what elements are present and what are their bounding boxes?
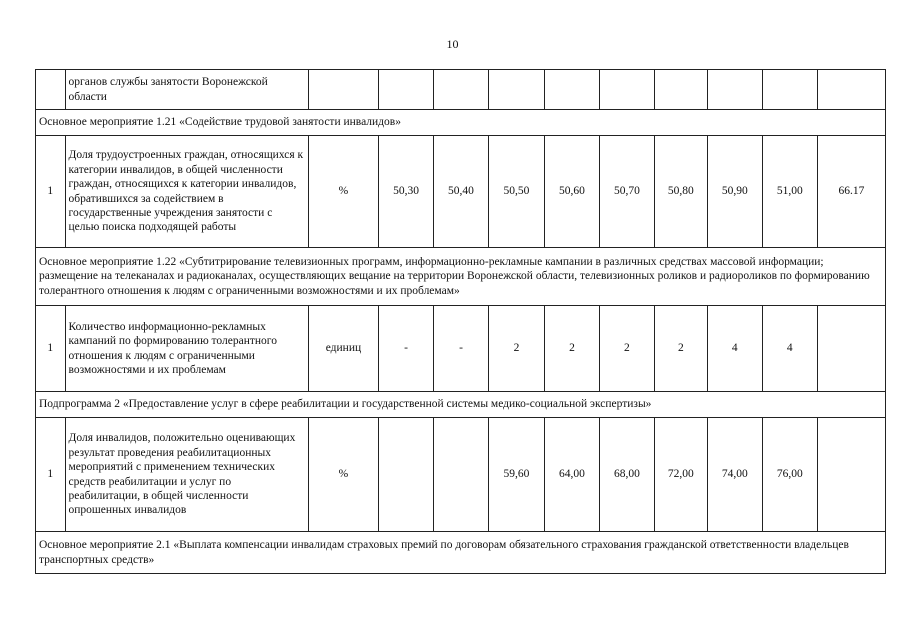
unit-cell: % — [308, 418, 378, 532]
value-cell — [817, 418, 885, 532]
section-title: Подпрограмма 2 «Предоставление услуг в сфере реабилитации и государственной системы медико-социальной экспертизы» — [36, 392, 886, 418]
value-cell — [654, 70, 707, 110]
section-row — [36, 248, 886, 306]
value-cell — [434, 418, 489, 532]
value-cell: 76,00 — [762, 418, 817, 532]
value-cell: 66.17 — [817, 136, 885, 248]
row-number — [36, 70, 66, 110]
value-cell: 64,00 — [544, 418, 599, 532]
value-cell — [762, 70, 817, 110]
value-cell: 2 — [488, 306, 544, 392]
value-cell: 68,00 — [599, 418, 654, 532]
row-number: 1 — [36, 136, 66, 248]
value-cell — [599, 70, 654, 110]
value-cell: 50,90 — [707, 136, 762, 248]
page-number: 10 — [446, 37, 459, 51]
value-cell: 59,60 — [488, 418, 544, 532]
value-cell: 50,60 — [544, 136, 599, 248]
indicators-table — [35, 69, 886, 574]
section-row — [36, 392, 886, 418]
value-cell: - — [379, 306, 434, 392]
section-row — [36, 110, 886, 136]
value-cell: 2 — [654, 306, 707, 392]
section-title: Основное мероприятие 1.22 «Субтитрирование телевизионных программ, информационно-рекламные кампании в различных средствах массовой информации; размещение на телеканалах и радиоканалах, осуществляющих вещание на территории Воронежской области, телевизионных роликов и радиороликов по формированию толерантного отношения к людям с ограниченными возможностями и их проблемам» — [36, 248, 886, 306]
value-cell: 50,30 — [379, 136, 434, 248]
value-cell: 72,00 — [654, 418, 707, 532]
indicator-name: Количество информационно-рекламных кампаний по формированию толерантного отношения к людям с ограниченными возможностями и их проблемам — [65, 306, 308, 392]
unit-cell: единиц — [308, 306, 378, 392]
table-row — [36, 136, 886, 248]
value-cell — [379, 418, 434, 532]
value-cell: - — [434, 306, 489, 392]
value-cell: 50,40 — [434, 136, 489, 248]
value-cell — [817, 70, 885, 110]
section-title: Основное мероприятие 1.21 «Содействие трудовой занятости инвалидов» — [36, 110, 886, 136]
value-cell: 50,80 — [654, 136, 707, 248]
table-row — [36, 306, 886, 392]
value-cell: 50,50 — [488, 136, 544, 248]
unit-cell — [308, 70, 378, 110]
indicator-name: Доля трудоустроенных граждан, относящихся к категории инвалидов, в общей численности граждан, относящихся к категории инвалидов, обратившихся за содействием в государственные учреждения занятости с целью поиска подходящей работы — [65, 136, 308, 248]
value-cell — [488, 70, 544, 110]
value-cell — [707, 70, 762, 110]
value-cell — [544, 70, 599, 110]
indicator-name: Доля инвалидов, положительно оценивающих результат проведения реабилитационных мероприятий с применением технических средств реабилитации и услуг по реабилитации, в общей численности опрошенных инвалидов — [65, 418, 308, 532]
value-cell — [434, 70, 489, 110]
value-cell: 2 — [544, 306, 599, 392]
table-row — [36, 70, 886, 110]
value-cell: 50,70 — [599, 136, 654, 248]
unit-cell: % — [308, 136, 378, 248]
value-cell: 4 — [707, 306, 762, 392]
value-cell: 51,00 — [762, 136, 817, 248]
section-row — [36, 532, 886, 574]
value-cell — [817, 306, 885, 392]
value-cell: 74,00 — [707, 418, 762, 532]
value-cell: 2 — [599, 306, 654, 392]
row-number: 1 — [36, 418, 66, 532]
table-row — [36, 418, 886, 532]
value-cell — [379, 70, 434, 110]
indicator-name: органов службы занятости Воронежской области — [65, 70, 308, 110]
section-title: Основное мероприятие 2.1 «Выплата компенсации инвалидам страховых премий по договорам обязательного страхования гражданской ответственности владельцев транспортных средств» — [36, 532, 886, 574]
value-cell: 4 — [762, 306, 817, 392]
row-number: 1 — [36, 306, 66, 392]
